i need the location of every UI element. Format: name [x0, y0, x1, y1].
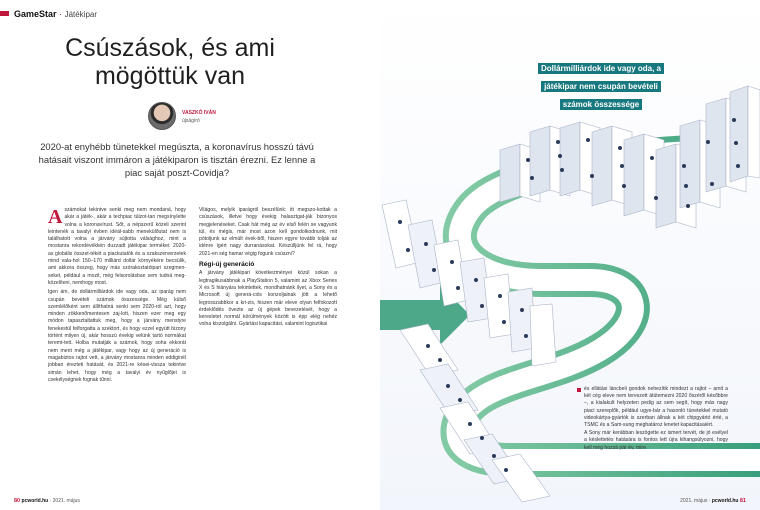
body-paragraph: Világos, melyik iparágról beszélünk: itt megszo-kottak a csúszások, illetve hogy évekig halasztgat-ják bizonyos megjelenéseket. Csak hát még az év első felén se vagyunk túl, és mégis, már most azon kell gondolkodnunk, mit pótoljunk az elmúlt évek-ből, hiszen egyre tovább tolják az idénre ígért nagy durranásokat. Készülljünk fel rá, hogy 2021-en ség hamar végig fogunk csúszni? — [199, 207, 337, 257]
body-paragraph: A Sony már kerábban leszögette ez ismert tervét, de jó esélyel a késlettetés hatására is fontos lett újra kihangsúlyozni, hogy kell még hozzá pár év, mire — [584, 430, 728, 451]
article-lead: 2020-at enyhébb tünetekkel megúszta, a koronavírus hosszú távú hatásait viszont immáron a játékiparon is tisztán érezni. Ez lenne a piac saját poszt-Covidja? — [38, 141, 316, 178]
body-paragraph: A járvány játékipari következményei közül sokan a legtragikusabbnak a PlayStation 5, valamint az Xbox Series X és S hiányára tekintettek, mondhatnánk ilyet, a Sony és a Microsoft új generá-ciós konzoljainak jött a lehető legrosszabbkor a kri-zis, hiszen már eleve olyan felfokozott érdeklődés övezte az új gépek bevezetését, hogy a keresletet normál körülmények között is épp elég nehéz volna kiszolgálni. Gyártási kapacitási, valamint logisztikai — [199, 270, 337, 328]
folio-right — [680, 498, 746, 504]
author-role: újságíró — [182, 118, 200, 124]
author-avatar — [148, 102, 176, 130]
site-name-left: pcworld.hu — [21, 498, 49, 504]
masthead — [14, 9, 97, 19]
body-column-3 — [584, 386, 728, 453]
issue-date-right: 2021. május · — [680, 498, 711, 504]
page-number-right: 81 — [739, 498, 746, 504]
body-paragraph: és ellátási láncbeli gondok nehezítik mindezt a rajtot – amit a két cég eleve nem tervezett átütemezni 2020 őszéről későbbre –, a kialakult helyzeten pedig az sem segít, hogy más nagy piaci szereplők, például ugye-bár a hasonló tünetekkel mutató videokártya-gyártók is szerban állnak a két chipgyártó érté, a TSMC és a Sam-sung meghatároz lenetet kapacitásaiért. — [584, 386, 728, 429]
article-title — [0, 34, 340, 90]
body-column-1 — [48, 207, 186, 386]
pull-quote — [532, 58, 670, 112]
body-paragraph: Igen ám, de dollármilliárdok ide vagy oda, az iparág nem csupán bevételi számok összessége. Még külső szemlélőként sem állíthatná senki sem 2020-ról azt, hogy minden zökkenőmentesen zaj-lott, hiszen ezer meg egy módon tapasztaltattuk meg, hogy a járvány menstyre fenekestül felforgatta a szektort, és hogy ezzel együtt bizony történt milyen új, akár hosszú évekig velünk tartó normákat teremt-tett. Holba mutatják a számok, hogy soha ekkorát nem ment még a játékipar, vagy hogy az új generáció is magabiztos rajtot vett, a járvány mostanra minden eddiginél jobban érezteti hatását, és 2021-re kései-vissza tekintve simán lehet, hogy még a tavalyi év nyűglőjei is csekélységnek fognak tűnni. — [48, 289, 186, 383]
page-number-left: 80 — [14, 498, 21, 504]
site-name-right: pcworld.hu — [711, 498, 739, 504]
paragraph-marker — [577, 388, 581, 392]
masthead-separator: · — [59, 9, 63, 19]
folio-left — [14, 498, 80, 504]
brand-bar — [0, 11, 9, 16]
title-line-1: Csúszások, és ami — [65, 34, 275, 62]
title-line-2: mögöttük van — [94, 62, 246, 90]
issue-date-left: · 2021. május — [49, 498, 80, 504]
drop-cap: A — [48, 206, 63, 228]
body-column-2 — [199, 207, 337, 331]
subheading: Régi-új generáció — [199, 261, 255, 269]
brand-name: GameStar — [14, 9, 57, 19]
author-name: VASZKÓ IVÁN — [182, 110, 216, 116]
section-name: Játékipar — [64, 10, 98, 19]
body-paragraph: Aszámokat tekintve senki meg nem mondaná, hogy akár a játék-, akár a techpiac túlzot-tan megsínylette volna a koronavírust. Sőt, a népszerű közeli szerint leintenék a tavalyi évben idéál-sabb menekülőutat nem is találhatott volna a járvány sújtotta válsághoz, mint a mostanra rekordévékkén duzzadt játékipar termékei: 2020-as globális összet-tékét a piackutatók és a szakszerverzetek mind vala-hol 150–170 milliárd dollár környékére becsülik, ami akkora összeg, hogy más szórakoztatóipari szegmen-seket, például a mozit, még felsorolásban sem tudná meg-közelíteni, nemhogy most. — [48, 206, 186, 286]
pull-quote-text: Dollármilliárdok ide vagy oda, a játékipar nem csupán bevételi számok összessége — [538, 63, 664, 110]
